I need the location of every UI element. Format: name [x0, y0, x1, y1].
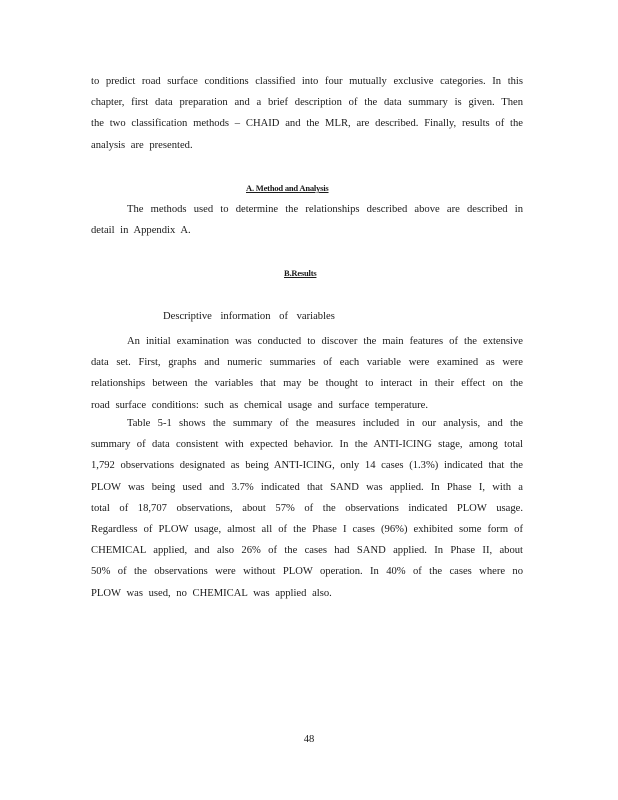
section-b-subheading: Descriptive information of variables [163, 311, 335, 322]
section-a-heading: A. Method and Analysis [246, 183, 329, 193]
page-number: 48 [303, 734, 315, 745]
section-b-heading: B.Results [284, 268, 317, 278]
section-b-paragraph-2: Table 5-1 shows the summary of the measures included in our analysis, and the summary of data consistent with expected behavior. In the ANTI-ICING stage, among total 1,792 observations designated as being ANTI-ICING, only 14 cases (1.3%) indicated that the PLOW was being used and 3.7% indicated that SAND was applied. In Phase I, with a total of 18,707 observations, about 57% of the observations indicated PLOW usage. Regardless of PLOW usage, almost all of the Phase I cases (96%) exhibited some form of CHEMICAL applied, and also 26% of the cases had SAND applied. In Phase II, about 50% of the observations were without PLOW operation. In 40% of the cases where no PLOW was used, no CHEMICAL was applied also. [91, 418, 523, 599]
section-b-paragraph-1: An initial examination was conducted to discover the main features of the extensive data set. First, graphs and numeric summaries of each variable were examined as were relationships between the variables that may be thought to interact in their effect on the road surface conditions: such as chemical usage and surface temperature. [91, 336, 523, 411]
section-a-paragraph: The methods used to determine the relationships described above are described in detail in Appendix A. [91, 204, 523, 237]
intro-paragraph: to predict road surface conditions classified into four mutually exclusive categories. In this chapter, first data preparation and a brief description of the data summary is given. Then the two classification methods – CHAID and the MLR, are described. Finally, results of the analysis are presented. [91, 76, 523, 151]
